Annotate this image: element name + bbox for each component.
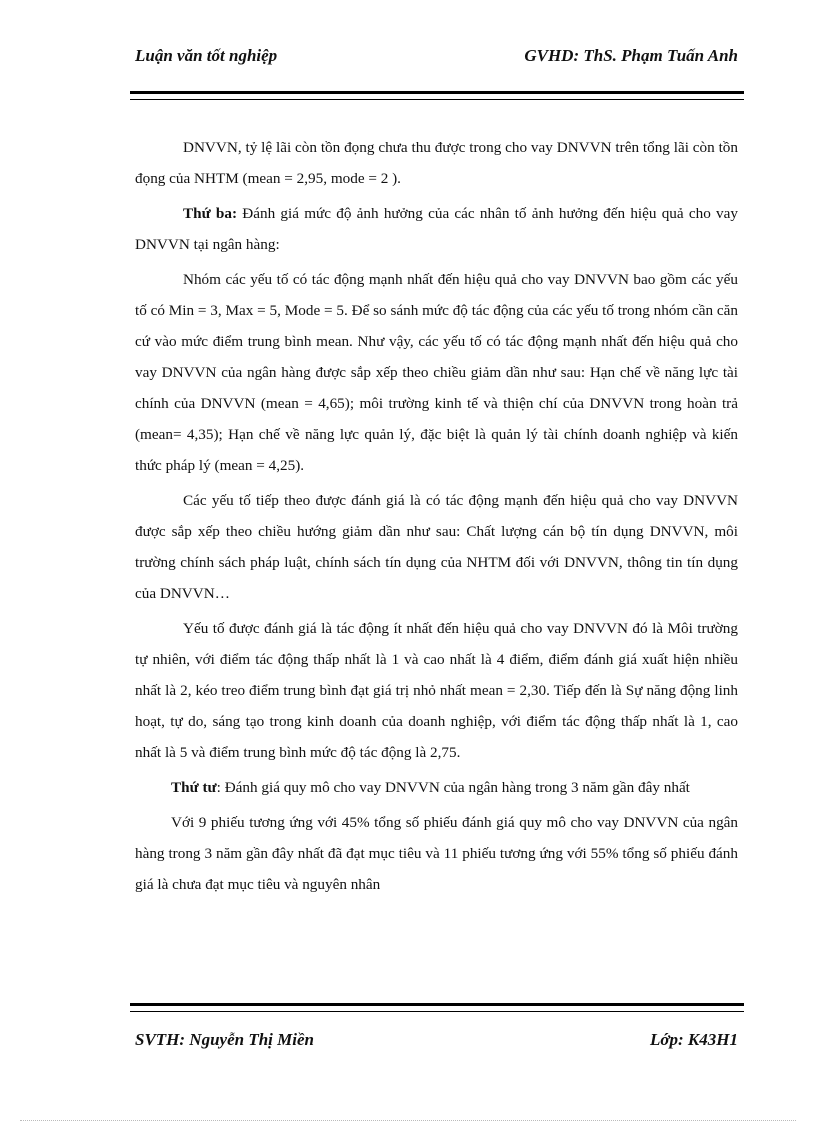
page-edge: [20, 1120, 796, 1121]
paragraph-5: Yếu tố được đánh giá là tác động ít nhất đến hiệu quả cho vay DNVVN đó là Môi trường tự nhiên, với điểm tác động thấp nhất là 1 và cao nhất là 4 điểm, điểm đánh giá xuất hiện nhiều nhất là 2, kéo treo điểm trung bình đạt giá trị nhỏ nhất mean = 2,30. Tiếp đến là Sự năng động linh hoạt, tự do, sáng tạo trong kinh doanh của doanh nghiệp, với điểm tác động thấp nhất là 1, cao nhất là 5 và điểm trung bình mức độ tác động là 2,75.: [135, 620, 738, 761]
page-footer: [135, 1030, 738, 1060]
paragraph-6-text: : Đánh giá quy mô cho vay DNVVN của ngân hàng trong 3 năm gần đây nhất: [216, 779, 690, 796]
student-name: SVTH: Nguyễn Thị Miền: [135, 1030, 314, 1049]
heading-third: Thứ ba:: [183, 205, 238, 222]
paragraph-2-text: Đánh giá mức độ ảnh hưởng của các nhân tố ảnh hưởng đến hiệu quả cho vay DNVVN tại ngân hàng:: [135, 205, 738, 253]
thesis-title: Luận văn tốt nghiệp: [135, 46, 278, 65]
header-rule: [130, 91, 744, 100]
paragraph-3: Nhóm các yếu tố có tác động mạnh nhất đến hiệu quả cho vay DNVVN bao gồm các yếu tố có Min = 3, Max = 5, Mode = 5. Để so sánh mức độ tác động của các yếu tố trong nhóm cần căn cứ vào mức điểm trung bình mean. Như vậy, các yếu tố có tác động mạnh nhất đến hiệu quả cho vay DNVVN của ngân hàng được sắp xếp theo chiều giảm dần như sau: Hạn chế về năng lực tài chính của DNVVN (mean = 4,65); môi trường kinh tế và thiện chí của DNVVN trong hoàn trả (mean= 4,35); Hạn chế về năng lực quản lý, đặc biệt là quản lý tài chính doanh nghiệp và kiến thức pháp lý (mean = 4,25).: [135, 271, 738, 474]
class-code: Lớp: K43H1: [650, 1030, 738, 1049]
heading-fourth: Thứ tư: [171, 779, 217, 796]
paragraph-2: [135, 198, 738, 260]
paragraph-6: [135, 772, 738, 803]
paragraph-4: Các yếu tố tiếp theo được đánh giá là có tác động mạnh đến hiệu quả cho vay DNVVN được sắp xếp theo chiều hướng giảm dần như sau: Chất lượng cán bộ tín dụng DNVVN, môi trường chính sách pháp luật, chính sách tín dụng của NHTM đối với DNVVN, thông tin tín dụng của DNVVN…: [135, 492, 738, 602]
page-header: [135, 46, 738, 76]
paragraph-1: DNVVN, tỷ lệ lãi còn tồn đọng chưa thu được trong cho vay DNVVN trên tổng lãi còn tồn đọng của NHTM (mean = 2,95, mode = 2 ).: [135, 139, 738, 187]
footer-rule: [130, 1003, 744, 1012]
document-body: [135, 132, 738, 904]
advisor-name: GVHD: ThS. Phạm Tuấn Anh: [524, 46, 738, 65]
paragraph-7: Với 9 phiếu tương ứng với 45% tổng số phiếu đánh giá quy mô cho vay DNVVN của ngân hàng trong 3 năm gần đây nhất đã đạt mục tiêu và 11 phiếu tương ứng với 55% tổng số phiếu đánh giá là chưa đạt mục tiêu và nguyên nhân: [135, 814, 738, 893]
